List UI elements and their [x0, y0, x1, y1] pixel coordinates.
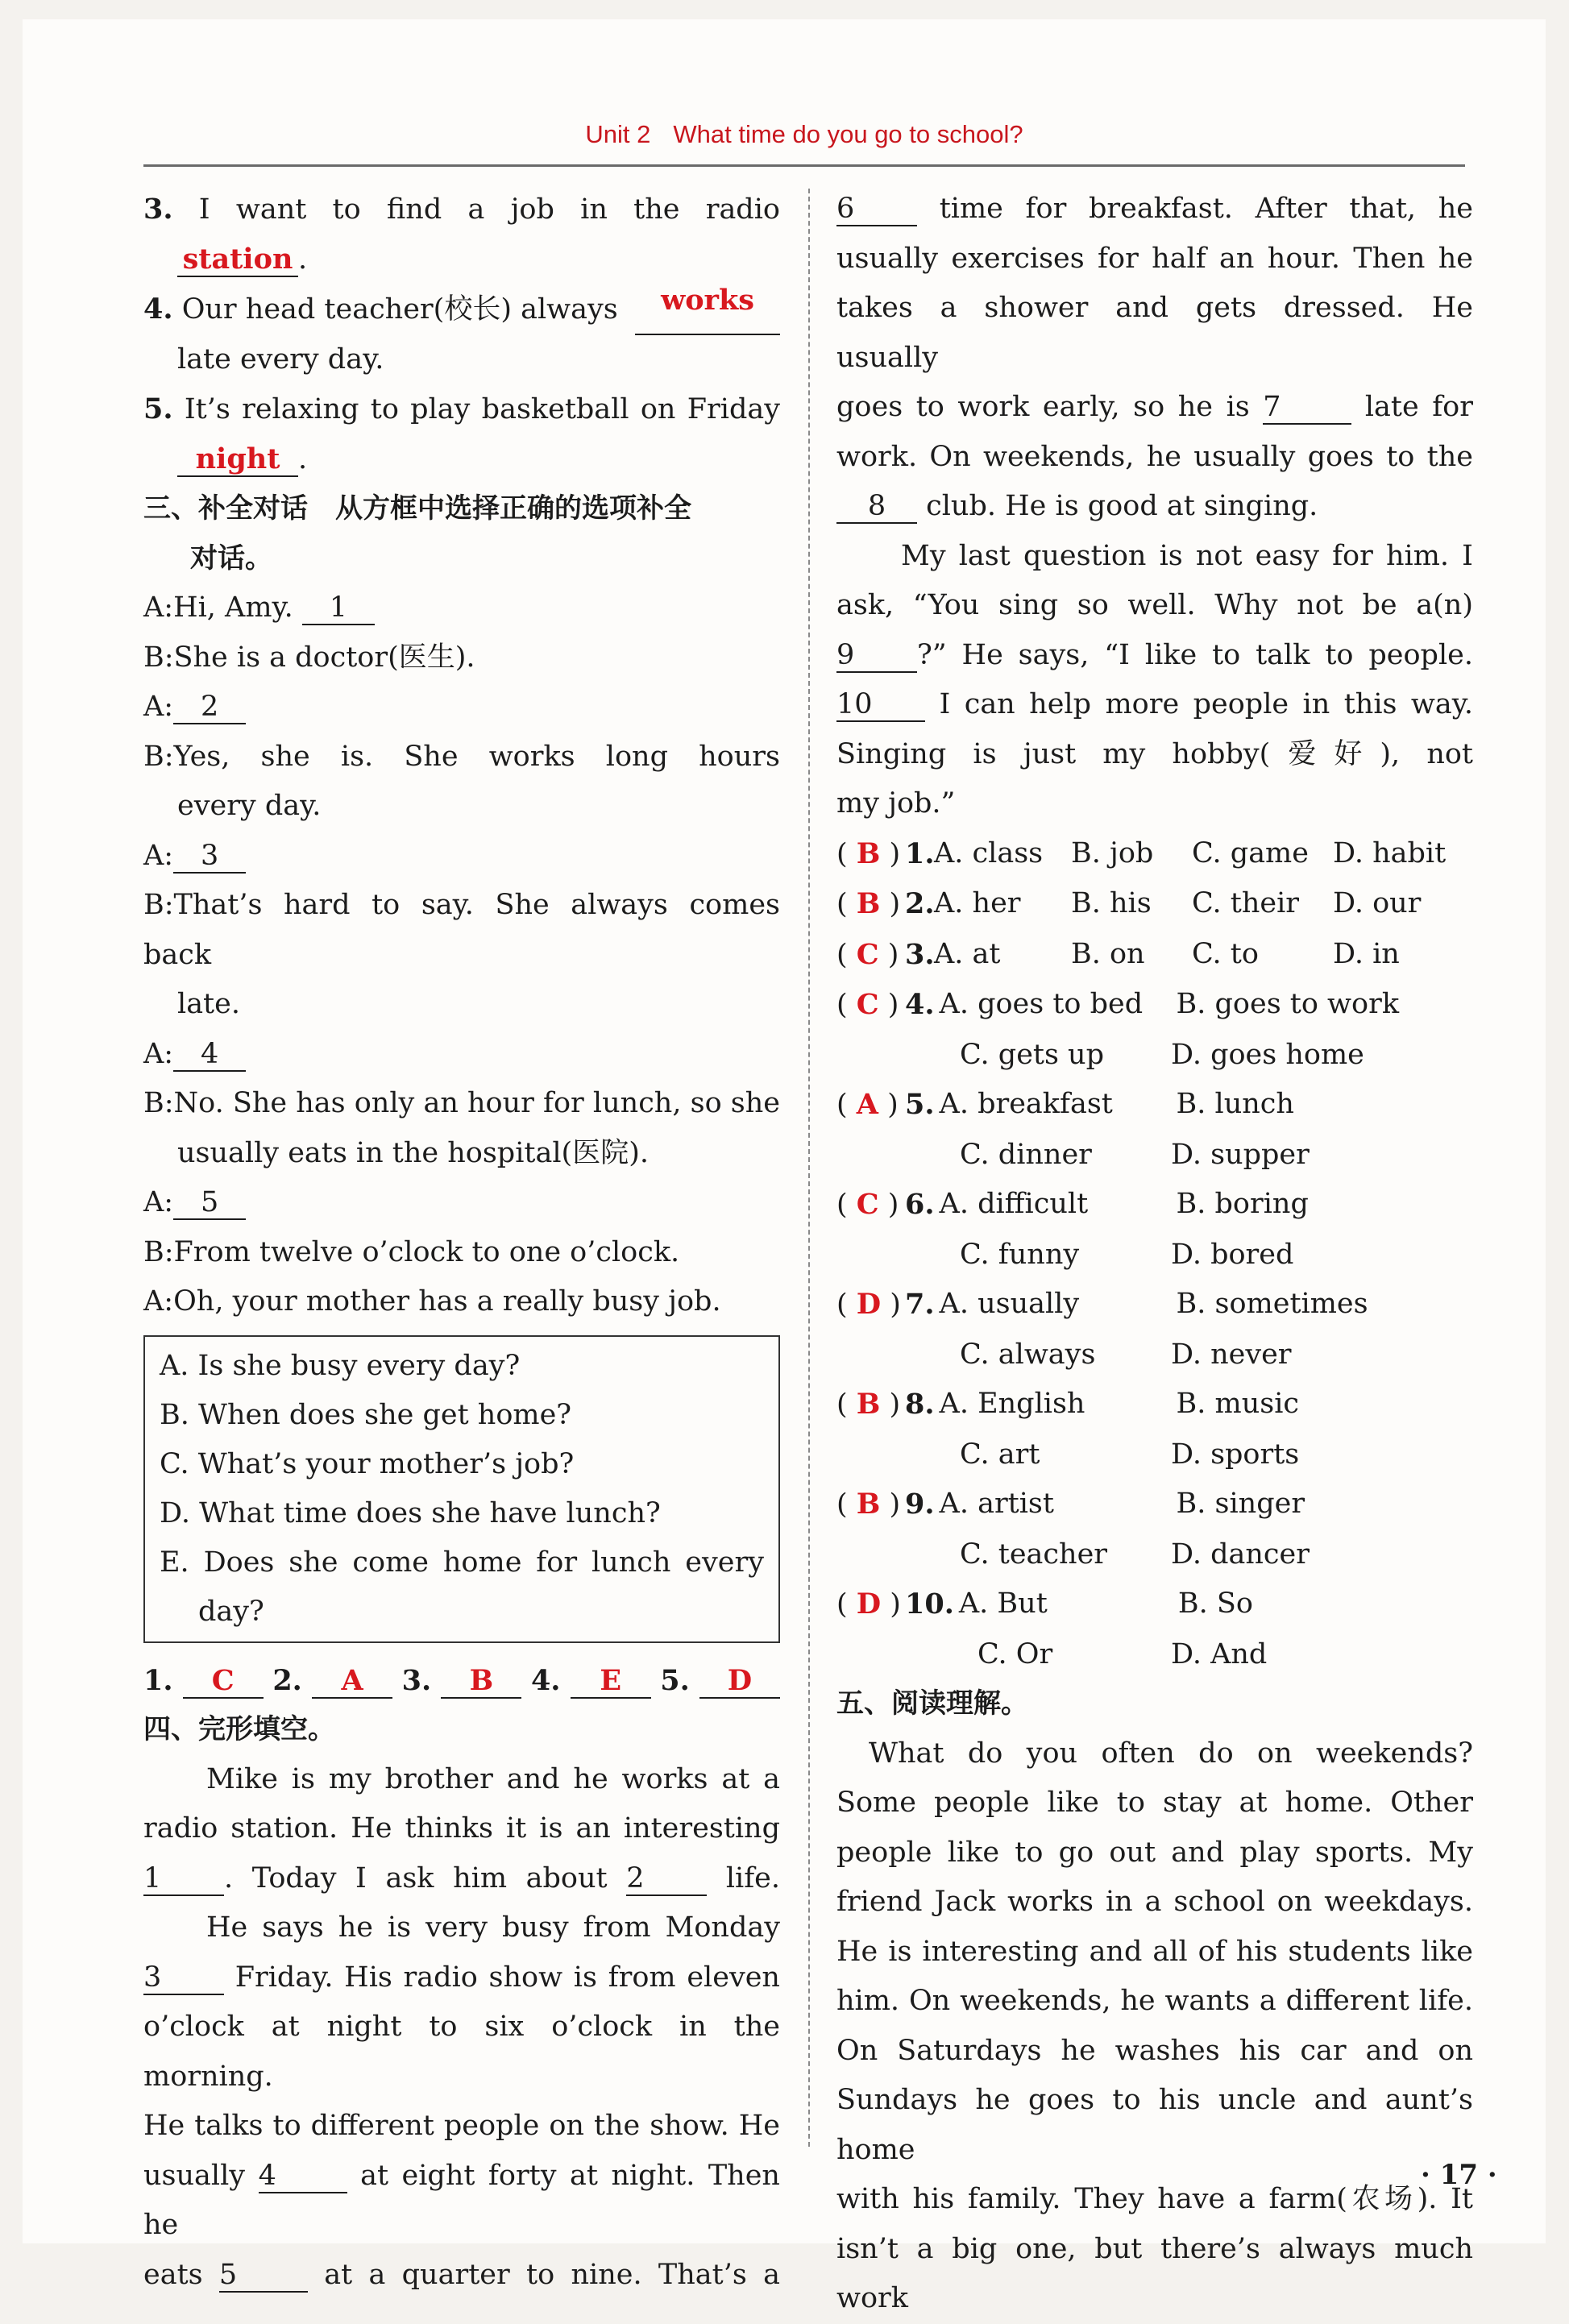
reading-line: isn’t a big one, but there’s always much work	[836, 2232, 1473, 2314]
passage-line: goes to work early, so he is 7 late for	[836, 391, 1473, 423]
cloze-blank[interactable]: 2	[626, 1862, 707, 1896]
passage-line: usually 4 at eight forty at night. Then he	[143, 2159, 780, 2241]
passage-line: He says he is very busy from Monday	[206, 1911, 780, 1944]
cloze-blank[interactable]: 9	[836, 639, 917, 673]
dialog-blank[interactable]: 1	[302, 591, 375, 625]
mc-answer[interactable]: A	[856, 1088, 878, 1121]
dialog-line: B:No. She has only an hour for lunch, so she	[143, 1087, 780, 1119]
question-5-answer-line: night .	[143, 435, 780, 485]
option-item: C. What’s your mother’s job?	[160, 1447, 575, 1480]
mc-answer[interactable]: B	[856, 1488, 881, 1521]
reading-line: him. On weekends, he wants a different life.	[836, 1985, 1473, 2017]
passage-line: Singing is just my hobby(爱好), not	[836, 737, 1473, 770]
question-5: 5. It’s relaxing to play basketball on Friday	[143, 392, 780, 425]
passage-line: 10 I can help more people in this way.	[836, 688, 1473, 720]
cloze-blank[interactable]: 10	[836, 688, 925, 722]
dialog-line: A: 4	[143, 1030, 780, 1080]
mc-question: ( D ) 7. A. usually B. sometimes	[836, 1288, 1368, 1321]
cloze-blank[interactable]: 6	[836, 193, 917, 226]
cloze-blank[interactable]: 7	[1263, 391, 1351, 425]
dialog-line: A: 5	[143, 1178, 780, 1228]
dialog-line: A:Hi, Amy. 1	[143, 583, 780, 633]
column-divider	[808, 189, 810, 2147]
passage-line: 8 club. He is good at singing.	[836, 482, 1473, 532]
unit-label: Unit 2	[585, 120, 651, 148]
mc-question: ( A ) 5. A. breakfast B. lunch	[836, 1088, 1294, 1121]
option-item: D. What time does she have lunch?	[160, 1496, 661, 1529]
mc-question: ( B ) 2. A. her B. his C. their D. our	[836, 887, 1422, 920]
dialog-line-cont: late.	[177, 988, 240, 1020]
passage-line: 3 Friday. His radio show is from eleven	[143, 1961, 780, 1994]
mc-answer[interactable]: C	[856, 988, 879, 1021]
mc-answer[interactable]: D	[856, 1587, 882, 1621]
passage-line: my job.”	[836, 787, 956, 820]
dialog-line: B:She is a doctor(医生).	[143, 641, 475, 674]
dialog-line: B:From twelve o’clock to one o’clock.	[143, 1235, 680, 1268]
section-3-title: 三、补全对话 从方框中选择正确的选项补全	[143, 492, 691, 525]
answer-blank[interactable]: works	[635, 284, 780, 335]
cloze-blank[interactable]: 1	[143, 1862, 224, 1896]
passage-line: usually exercises for half an hour. Then he	[836, 242, 1473, 275]
cloze-blank[interactable]: 8	[836, 490, 917, 524]
question-4-continuation: late every day.	[177, 342, 384, 376]
passage-line: My last question is not easy for him. I	[901, 539, 1473, 572]
mc-answer[interactable]: B	[856, 887, 881, 920]
reading-line: friend Jack works in a school on weekdays.	[836, 1886, 1473, 1918]
passage-line: takes a shower and gets dressed. He usually	[836, 292, 1473, 374]
answer-blank[interactable]: station	[177, 243, 298, 277]
passage-line: eats 5 at a quarter to nine. That’s a	[143, 2258, 780, 2291]
reading-line: On Saturdays he washes his car and on	[836, 2034, 1473, 2067]
mc-question-cont: C. funny D. bored	[960, 1238, 1294, 1271]
mc-question-cont: C. gets up D. goes home	[960, 1038, 1364, 1071]
options-box	[143, 1335, 780, 1643]
mc-question: ( B ) 1. A. class B. job C. game D. habit	[836, 836, 1447, 870]
section-4-title: 四、完形填空。	[143, 1713, 335, 1745]
dialog-line: A: 3	[143, 832, 780, 882]
mc-question: ( B ) 8. A. English B. music	[836, 1388, 1300, 1421]
reading-line: with his family. They have a farm(农场). It	[836, 2183, 1473, 2215]
reading-line: He is interesting and all of his students like	[836, 1935, 1473, 1968]
dialog-line-cont: usually eats in the hospital(医院).	[177, 1136, 649, 1169]
passage-line: 1 . Today I ask him about 2 life.	[143, 1861, 780, 1894]
cloze-blank[interactable]: 4	[259, 2160, 347, 2193]
answer-blank[interactable]: B	[441, 1665, 521, 1699]
mc-question-cont: C. art D. sports	[960, 1438, 1300, 1471]
right-column	[836, 185, 1473, 2324]
passage-line: radio station. He thinks it is an interesting	[143, 1812, 780, 1845]
page-header	[143, 116, 1465, 167]
page	[23, 19, 1546, 2314]
unit-title: What time do you go to school?	[673, 120, 1023, 148]
mc-question: ( C ) 3. A. at B. on C. to D. in	[836, 937, 1400, 971]
dialog-answers: 1. C 2. A 3. B 4. E 5. D	[143, 1656, 780, 1706]
passage-line: 9 ?” He says, “I like to talk to people.	[836, 638, 1473, 671]
mc-question: ( B ) 9. A. artist B. singer	[836, 1488, 1305, 1521]
section-5-title: 五、阅读理解。	[836, 1687, 1028, 1720]
left-column	[143, 185, 780, 2300]
passage-line: work. On weekends, he usually goes to the	[836, 440, 1473, 473]
answer-blank[interactable]: D	[699, 1665, 780, 1699]
mc-question-cont: C. dinner D. supper	[960, 1138, 1310, 1171]
option-item-cont: day?	[198, 1595, 264, 1628]
mc-question: ( C ) 4. A. goes to bed B. goes to work	[836, 988, 1400, 1021]
reading-line: Sundays he goes to his uncle and aunt’s home	[836, 2084, 1473, 2166]
mc-answer[interactable]: B	[856, 1388, 881, 1421]
question-3-answer-line: station .	[143, 235, 780, 285]
question-4: 4. Our head teacher(校长) always works	[143, 284, 780, 335]
mc-question-cont: C. always D. never	[960, 1338, 1292, 1371]
page-number: · 17 ·	[1421, 2159, 1497, 2191]
mc-question: ( D ) 10. A. But B. So	[836, 1587, 1253, 1621]
reading-line: people like to go out and play sports. My	[836, 1836, 1473, 1869]
answer-blank[interactable]: A	[312, 1665, 392, 1699]
option-item: E. Does she come home for lunch every	[160, 1546, 764, 1579]
answer-blank[interactable]: night	[177, 443, 298, 477]
dialog-line-cont: every day.	[177, 790, 322, 822]
mc-answer[interactable]: C	[856, 1188, 879, 1221]
mc-answer[interactable]: D	[856, 1288, 882, 1321]
cloze-blank[interactable]: 3	[143, 1961, 224, 1995]
dialog-line: B:That’s hard to say. She always comes back	[143, 889, 780, 971]
passage-line: 6 time for breakfast. After that, he	[836, 193, 1473, 225]
dialog-line: A: 2	[143, 683, 780, 732]
question-3: 3. I want to find a job in the radio	[143, 193, 780, 226]
cloze-blank[interactable]: 5	[219, 2259, 308, 2293]
passage-line: ask, “You sing so well. Why not be a(n)	[836, 589, 1473, 621]
dialog-blank[interactable]: 4	[173, 1038, 246, 1072]
mc-answer[interactable]: B	[856, 836, 881, 870]
reading-line: What do you often do on weekends?	[869, 1737, 1473, 1770]
passage-line: o’clock at night to six o’clock in the morning.	[143, 2011, 780, 2093]
mc-question: ( C ) 6. A. difficult B. boring	[836, 1188, 1309, 1221]
passage-line: He talks to different people on the show. He	[143, 2110, 780, 2142]
mc-question-cont: C. teacher D. dancer	[960, 1538, 1310, 1571]
reading-line: Some people like to stay at home. Other	[836, 1787, 1473, 1819]
dialog-line: A:Oh, your mother has a really busy job.	[143, 1285, 721, 1318]
passage-line: Mike is my brother and he works at a	[206, 1762, 780, 1795]
option-item: B. When does she get home?	[160, 1398, 572, 1431]
mc-question-cont: C. Or D. And	[978, 1637, 1268, 1670]
dialog-blank[interactable]: 5	[173, 1186, 246, 1220]
answer-blank[interactable]: E	[571, 1665, 651, 1699]
mc-answer[interactable]: C	[856, 937, 879, 971]
answer-blank[interactable]: C	[183, 1665, 264, 1699]
option-item: A. Is she busy every day?	[160, 1349, 521, 1382]
dialog-line: B:Yes, she is. She works long hours	[143, 740, 780, 773]
section-3-title-cont: 对话。	[190, 542, 272, 575]
dialog-blank[interactable]: 3	[173, 840, 246, 874]
dialog-blank[interactable]: 2	[173, 691, 246, 724]
